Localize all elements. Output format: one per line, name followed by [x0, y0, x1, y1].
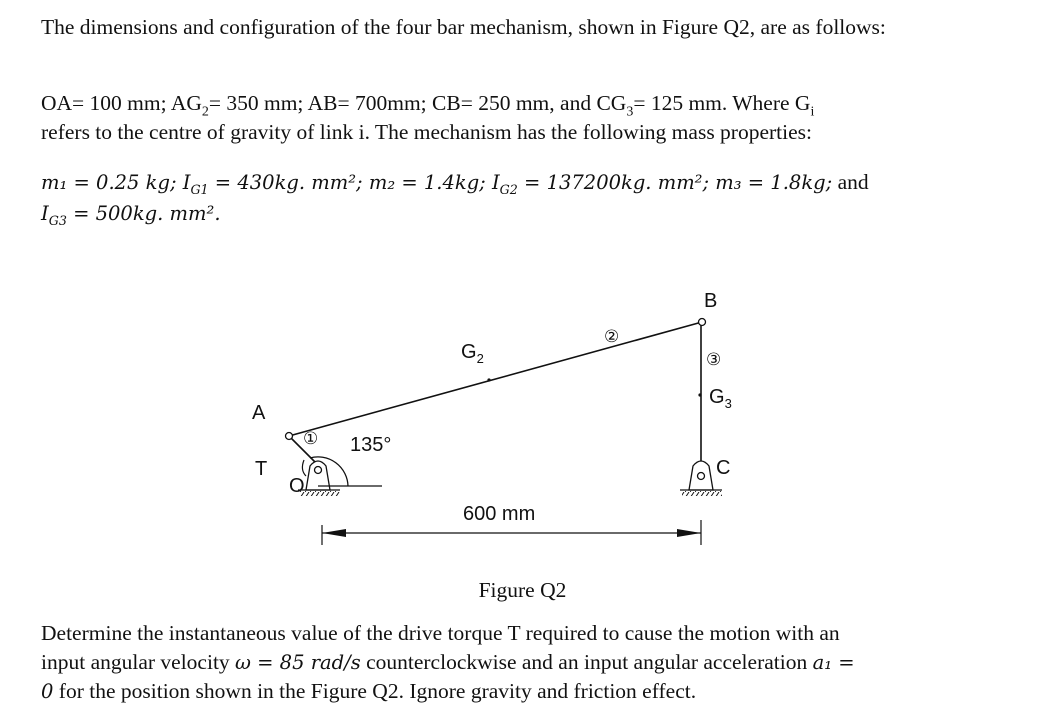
omega-expression: ω = 85 rad/s	[235, 651, 361, 674]
label-b: B	[704, 290, 718, 312]
mass-m2: m₂ = 1.4kg;	[368, 171, 492, 194]
label-g2: $G_2$	[461, 341, 484, 366]
question-line-3a: 0	[41, 680, 54, 703]
joint-b	[699, 319, 706, 326]
figure-caption: Figure Q2	[478, 578, 567, 602]
link-ab	[289, 322, 702, 436]
torque-arrow	[302, 460, 306, 476]
intro-text: The dimensions and configuration of the four bar mechanism, shown in Figure Q2, are as follows:	[41, 15, 886, 39]
dim-and: and	[560, 91, 592, 115]
label-o: O	[289, 475, 305, 497]
mass-and: and	[832, 170, 869, 194]
inertia-g3: $I_{G3} = 500kg$. mm².	[41, 202, 221, 228]
mass-properties-paragraph	[41, 167, 961, 229]
label-angle: 135°	[350, 434, 392, 456]
question-line-3b: for the position shown in the Figure Q2. Ignore gravity and friction effect.	[53, 679, 697, 703]
dim-rest: refers to the centre of gravity of link i. The mechanism has the following mass properties:	[41, 120, 812, 144]
label-a: A	[252, 402, 266, 424]
inertia-g1: $I_{G1} = 430kg$. mm²;	[182, 171, 369, 197]
question-line-2b: counterclockwise and an input angular acceleration	[360, 650, 813, 674]
dim-ab: AB= 700mm;	[307, 91, 427, 115]
label-link-3: ③	[706, 350, 722, 369]
label-distance: 600 mm	[463, 503, 536, 525]
label-link-1: ①	[303, 429, 319, 448]
g2-marker	[487, 378, 490, 381]
dim-oa: OA= 100 mm;	[41, 91, 167, 115]
joint-a	[286, 433, 293, 440]
question-line-1: Determine the instantaneous value of the drive torque T required to cause the motion with an	[41, 621, 840, 645]
alpha-expression: a₁ =	[812, 651, 855, 674]
question-paragraph	[41, 619, 961, 706]
mass-m3: m₃ = 1.8kg;	[715, 171, 833, 194]
dim-ag2: $AG_2= 350$ mm;	[170, 91, 304, 120]
dim-cb: CB= 250 mm,	[432, 91, 555, 115]
label-c: C	[716, 457, 731, 479]
mass-m1: m₁ = 0.25 kg;	[41, 171, 183, 194]
label-t: T	[255, 458, 268, 480]
g3-marker	[698, 393, 701, 396]
four-bar-mechanism-figure	[240, 285, 732, 555]
label-link-2: ②	[604, 327, 620, 346]
dim-cg3: $CG_3= 125$ mm. Where $G_i$	[596, 91, 815, 120]
label-g3: $G_3$	[709, 386, 732, 411]
dimensions-paragraph	[41, 89, 961, 147]
inertia-g2: $I_{G2} = 137200kg$. mm²;	[491, 171, 716, 197]
question-line-2a: input angular velocity	[41, 650, 236, 674]
intro-paragraph	[41, 13, 961, 42]
